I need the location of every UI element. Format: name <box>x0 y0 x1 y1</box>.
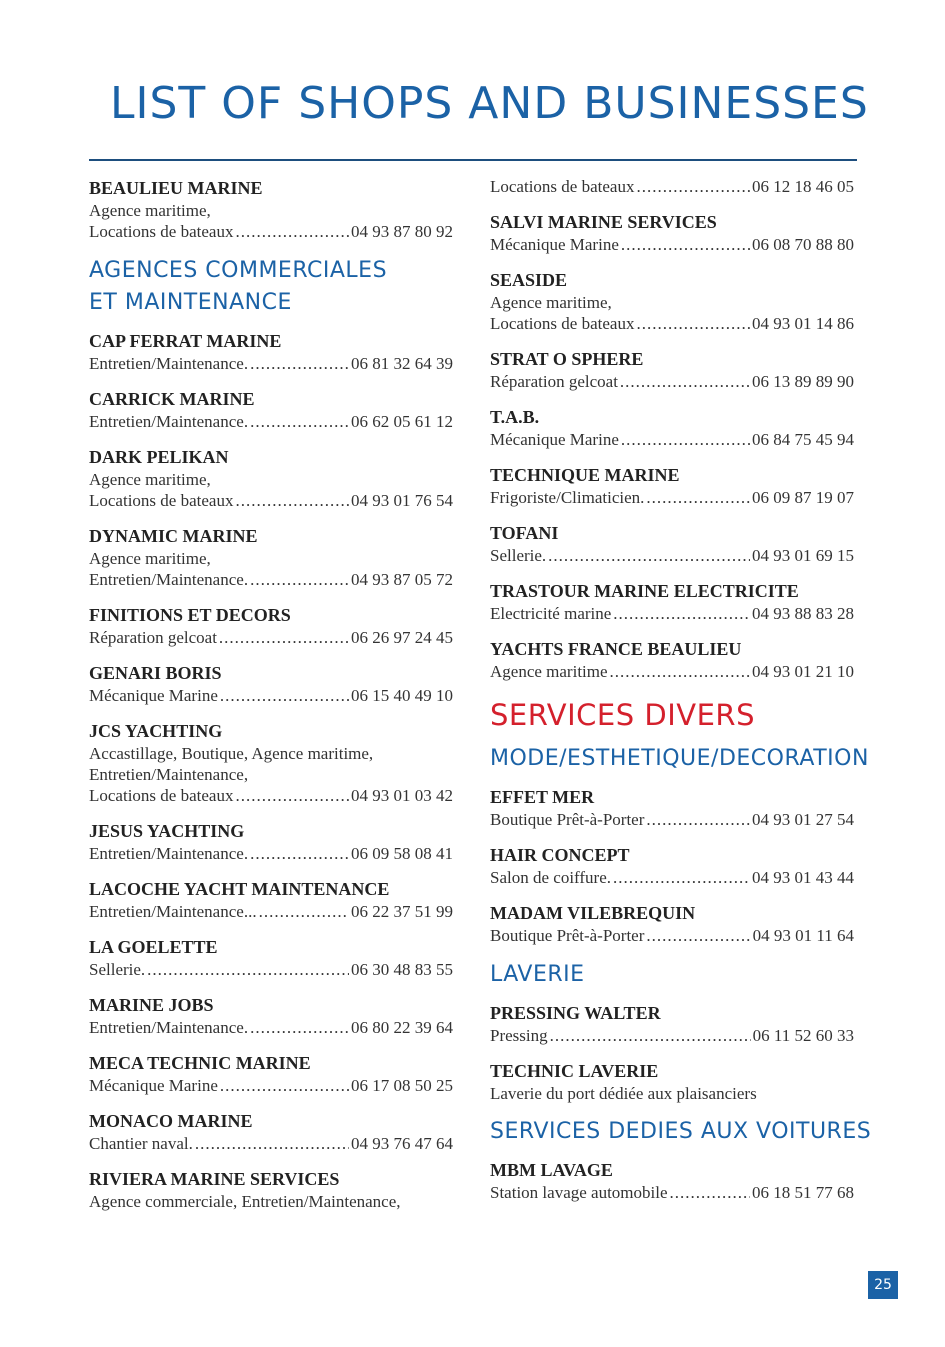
listing-line <box>490 867 854 889</box>
listing-label: Locations de bateaux <box>490 177 635 196</box>
leader-dots <box>220 685 349 707</box>
business-entry <box>89 1167 457 1212</box>
business-name: STRAT O SPHERE <box>490 349 644 369</box>
listing-phone: 06 15 40 49 10 <box>351 686 453 705</box>
leader-dots <box>613 867 750 889</box>
listing-label: Mécanique Marine <box>490 235 619 254</box>
leader-dots <box>550 1025 751 1047</box>
listing-line <box>490 603 854 625</box>
listing-phone: 06 17 08 50 25 <box>351 1076 453 1095</box>
listing-label: Agence maritime <box>490 662 608 681</box>
listing-label: Entretien/Maintenance. <box>89 412 249 431</box>
listing-line <box>89 569 453 591</box>
business-entry <box>89 993 457 1039</box>
listing-label: Pressing <box>490 1026 548 1045</box>
listing-line <box>490 234 854 256</box>
title-divider <box>89 159 857 161</box>
business-entry <box>89 387 457 433</box>
leader-dots <box>220 1075 349 1097</box>
leader-dots <box>195 1133 349 1155</box>
listing-label: Sellerie. <box>89 960 146 979</box>
listing-phone: 04 93 01 21 10 <box>752 662 854 681</box>
listing-label: Locations de bateaux <box>490 314 635 333</box>
listing-label: Salon de coiffure. <box>490 868 612 887</box>
leader-dots <box>250 1017 349 1039</box>
business-description: Agence commerciale, Entretien/Maintenance, <box>89 1192 401 1211</box>
listing-line <box>490 809 854 831</box>
business-entry <box>490 1001 858 1047</box>
business-description: Agence maritime, <box>490 293 612 312</box>
section-services-divers: SERVICES DIVERS <box>490 698 755 732</box>
listing-phone: 04 93 01 27 54 <box>752 810 854 829</box>
listing-line <box>89 411 453 433</box>
listing-phone: 06 84 75 45 94 <box>752 430 854 449</box>
business-entry <box>490 1059 858 1104</box>
listing-line <box>89 1017 453 1039</box>
business-name: RIVIERA MARINE SERVICES <box>89 1169 340 1189</box>
listing-phone: 04 93 01 43 44 <box>752 868 854 887</box>
business-name: MARINE JOBS <box>89 995 214 1015</box>
listing-phone: 06 30 48 83 55 <box>351 960 453 979</box>
business-entry <box>490 463 858 509</box>
listing-line <box>89 959 453 981</box>
listing-label: Frigoriste/Climaticien. <box>490 488 645 507</box>
listing-phone: 06 26 97 24 45 <box>351 628 453 647</box>
leader-dots <box>259 901 349 923</box>
listing-label: Réparation gelcoat <box>89 628 217 647</box>
business-entry <box>89 935 457 981</box>
business-name: FINITIONS ET DECORS <box>89 605 291 625</box>
business-entry <box>490 785 858 831</box>
business-name: TOFANI <box>490 523 559 543</box>
business-name: PRESSING WALTER <box>490 1003 661 1023</box>
listing-line <box>89 901 453 923</box>
listing-label: Entretien/Maintenance. <box>89 570 249 589</box>
listing-line <box>89 353 453 375</box>
listing-line <box>490 1182 854 1204</box>
listing-phone: 04 93 01 69 15 <box>752 546 854 565</box>
page-number: 25 <box>868 1271 898 1299</box>
listing-line <box>490 1025 854 1047</box>
listing-phone: 06 09 58 08 41 <box>351 844 453 863</box>
listing-label: Locations de bateaux <box>89 786 234 805</box>
listing-line <box>89 221 453 243</box>
business-name: CAP FERRAT MARINE <box>89 331 282 351</box>
listing-label: Locations de bateaux <box>89 222 234 241</box>
business-description: Accastillage, Boutique, Agence maritime, <box>89 744 374 763</box>
listing-label: Entretien/Maintenance. <box>89 1018 249 1037</box>
listing-line <box>490 313 854 335</box>
listing-label: Electricité marine <box>490 604 612 623</box>
listing-line <box>490 545 854 567</box>
business-entry <box>490 843 858 889</box>
listing-phone: 06 08 70 88 80 <box>752 235 854 254</box>
business-entry <box>490 521 858 567</box>
business-description: Agence maritime, <box>89 470 211 489</box>
listing-line <box>490 176 854 198</box>
listing-label: Mécanique Marine <box>89 686 218 705</box>
leader-dots <box>250 353 349 375</box>
agences-list <box>89 329 457 1212</box>
business-name: BEAULIEU MARINE <box>89 178 263 198</box>
continuation-entry <box>490 176 858 198</box>
listing-line <box>89 785 453 807</box>
business-entry <box>89 661 457 707</box>
listing-line <box>89 1075 453 1097</box>
business-name: T.A.B. <box>490 407 540 427</box>
business-name: JCS YACHTING <box>89 721 223 741</box>
business-entry <box>89 445 457 512</box>
listing-line <box>490 925 854 947</box>
leader-dots <box>620 371 750 393</box>
listing-phone: 04 93 01 76 54 <box>351 491 453 510</box>
listing-label: Boutique Prêt-à-Porter <box>490 810 645 829</box>
business-entry <box>490 901 858 947</box>
listing-phone: 06 11 52 60 33 <box>752 1026 854 1045</box>
business-name: LACOCHE YACHT MAINTENANCE <box>89 879 390 899</box>
listing-phone: 06 62 05 61 12 <box>351 412 453 431</box>
category-agences-commerciales <box>89 255 457 319</box>
business-name: LA GOELETTE <box>89 937 218 957</box>
page-title: LIST OF SHOPS AND BUSINESSES <box>110 78 869 129</box>
business-entry <box>89 819 457 865</box>
business-name: SEASIDE <box>490 270 568 290</box>
business-entry <box>490 405 858 451</box>
listing-line <box>490 661 854 683</box>
listing-phone: 06 81 32 64 39 <box>351 354 453 373</box>
leader-dots <box>235 221 349 243</box>
business-entry <box>89 1051 457 1097</box>
business-entry <box>490 268 858 335</box>
business-entry <box>89 603 457 649</box>
listing-line <box>89 685 453 707</box>
business-name: JESUS YACHTING <box>89 821 245 841</box>
listing-label: Station lavage automobile <box>490 1183 668 1202</box>
business-name: TRASTOUR MARINE ELECTRICITE <box>490 581 799 601</box>
listing-phone: 06 18 51 77 68 <box>752 1183 854 1202</box>
business-name: MBM LAVAGE <box>490 1160 613 1180</box>
business-name: MECA TECHNIC MARINE <box>89 1053 311 1073</box>
listing-label: Chantier naval. <box>89 1134 193 1153</box>
business-name: CARRICK MARINE <box>89 389 255 409</box>
listing-phone: 06 80 22 39 64 <box>351 1018 453 1037</box>
business-entry <box>89 877 457 923</box>
business-entry <box>89 176 457 243</box>
business-name: MONACO MARINE <box>89 1111 253 1131</box>
listing-label: Entretien/Maintenance. <box>89 844 249 863</box>
mode-list <box>490 785 858 947</box>
leader-dots <box>636 313 750 335</box>
listing-phone: 04 93 01 03 42 <box>351 786 453 805</box>
listing-line <box>490 371 854 393</box>
leader-dots <box>548 545 750 567</box>
leader-dots <box>646 925 750 947</box>
leader-dots <box>613 603 750 625</box>
listing-label: Entretien/Maintenance. <box>89 354 249 373</box>
listing-phone: 06 22 37 51 99 <box>351 902 453 921</box>
leader-dots <box>636 176 750 198</box>
business-description: Agence maritime, <box>89 549 211 568</box>
listing-phone: 04 93 01 14 86 <box>752 314 854 333</box>
listing-phone: 04 93 76 47 64 <box>351 1134 453 1153</box>
business-name: DARK PELIKAN <box>89 447 229 467</box>
listing-label: Mécanique Marine <box>89 1076 218 1095</box>
listing-label: Mécanique Marine <box>490 430 619 449</box>
leader-dots <box>235 490 349 512</box>
listing-label: Locations de bateaux <box>89 491 234 510</box>
category-voitures: SERVICES DEDIES AUX VOITURES <box>490 1119 872 1144</box>
listing-label: Réparation gelcoat <box>490 372 618 391</box>
listing-phone: 04 93 01 11 64 <box>752 926 854 945</box>
left-top-list <box>89 176 457 243</box>
listing-phone: 04 93 88 83 28 <box>752 604 854 623</box>
leader-dots <box>147 959 349 981</box>
category-laverie: LAVERIE <box>490 962 585 987</box>
business-entry <box>490 637 858 683</box>
listing-label: Boutique Prêt-à-Porter <box>490 926 645 945</box>
listing-phone: 04 93 87 05 72 <box>351 570 453 589</box>
business-entry <box>490 347 858 393</box>
left-column <box>89 176 457 1224</box>
business-description: Agence maritime, <box>89 201 211 220</box>
category-line-1: AGENCES COMMERCIALES <box>89 258 388 283</box>
leader-dots <box>621 429 750 451</box>
business-entry <box>89 719 457 807</box>
listing-line <box>490 487 854 509</box>
listing-phone: 04 93 87 80 92 <box>351 222 453 241</box>
listing-phone: 06 12 18 46 05 <box>752 177 854 196</box>
business-entry <box>490 579 858 625</box>
right-column <box>490 176 872 1216</box>
business-entry <box>490 1158 858 1204</box>
business-name: DYNAMIC MARINE <box>89 526 258 546</box>
business-description: Laverie du port dédiée aux plaisanciers <box>490 1084 757 1103</box>
category-mode: MODE/ESTHETIQUE/DECORATION <box>490 746 869 771</box>
business-name: SALVI MARINE SERVICES <box>490 212 717 232</box>
business-name: TECHNIQUE MARINE <box>490 465 680 485</box>
business-entry <box>89 524 457 591</box>
listing-label: Sellerie. <box>490 546 547 565</box>
listing-label: Entretien/Maintenance... <box>89 902 257 921</box>
listing-line <box>89 1133 453 1155</box>
leader-dots <box>235 785 349 807</box>
laverie-list <box>490 1001 858 1104</box>
listing-line <box>89 490 453 512</box>
leader-dots <box>250 569 349 591</box>
leader-dots <box>610 661 750 683</box>
category-line-2: ET MAINTENANCE <box>89 290 292 315</box>
business-entry <box>89 1109 457 1155</box>
listing-phone: 06 13 89 89 90 <box>752 372 854 391</box>
listing-line <box>490 429 854 451</box>
listing-phone: 06 09 87 19 07 <box>752 488 854 507</box>
leader-dots <box>670 1182 750 1204</box>
leader-dots <box>621 234 750 256</box>
business-entry <box>490 210 858 256</box>
listing-line <box>89 627 453 649</box>
voitures-list <box>490 1158 858 1204</box>
leader-dots <box>250 411 349 433</box>
leader-dots <box>250 843 349 865</box>
business-description: Entretien/Maintenance, <box>89 765 249 784</box>
business-name: EFFET MER <box>490 787 595 807</box>
leader-dots <box>646 809 750 831</box>
business-name: TECHNIC LAVERIE <box>490 1061 659 1081</box>
listing-line <box>89 843 453 865</box>
business-name: YACHTS FRANCE BEAULIEU <box>490 639 742 659</box>
business-name: GENARI BORIS <box>89 663 222 683</box>
business-name: HAIR CONCEPT <box>490 845 630 865</box>
leader-dots <box>646 487 750 509</box>
business-entry <box>89 329 457 375</box>
business-name: MADAM VILEBREQUIN <box>490 903 696 923</box>
right-list <box>490 210 858 683</box>
leader-dots <box>219 627 349 649</box>
